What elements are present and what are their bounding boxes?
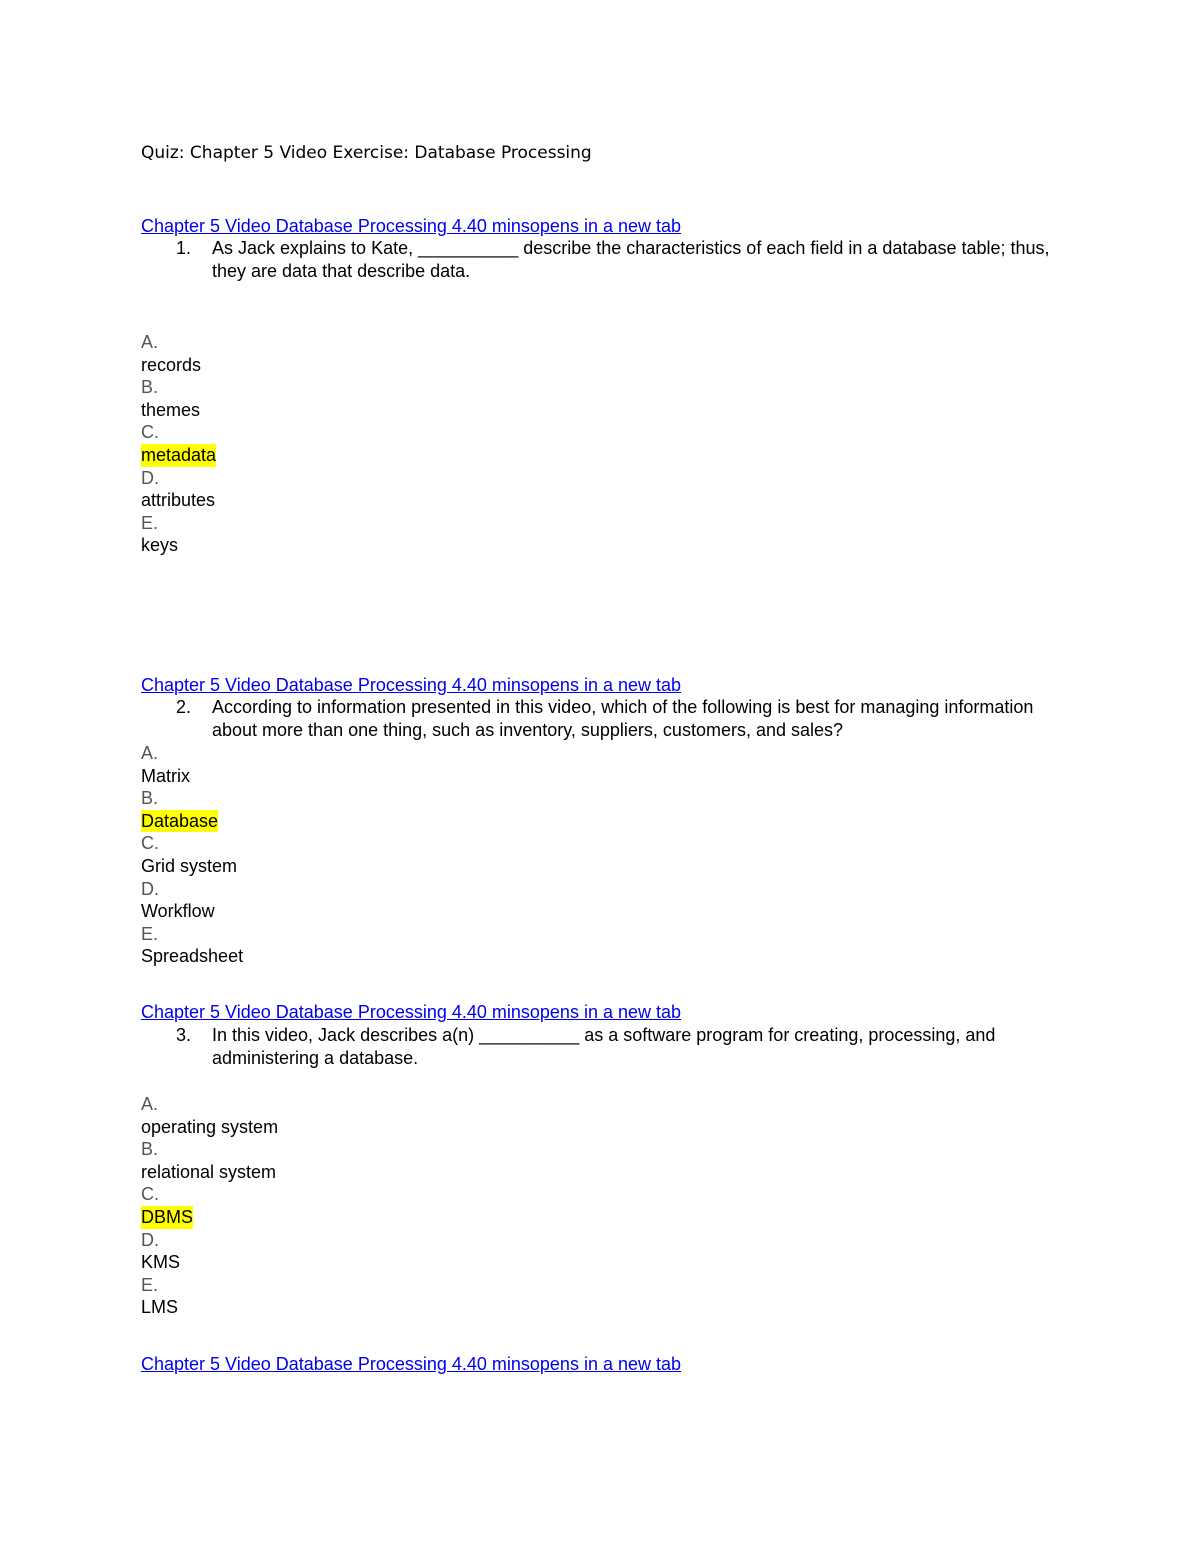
option-letter: A. (141, 1094, 159, 1114)
option-text: Spreadsheet (141, 946, 244, 967)
option-text: Matrix (141, 765, 190, 786)
option-text: themes (141, 399, 201, 420)
option-letter: A. (141, 743, 159, 763)
option-text: records (141, 354, 202, 375)
options-question-1 (141, 331, 216, 557)
question-number: 2. (176, 697, 192, 717)
question-number: 3. (176, 1025, 192, 1045)
option-letter: B. (141, 377, 159, 398)
option-letter: E. (141, 923, 159, 944)
question-number: 1. (176, 238, 192, 258)
option-text: keys (141, 535, 179, 556)
question-text: According to information presented in this video, which of the following is best for managing information about more than one thing, such as inventory, suppliers, customers, and sales? (212, 697, 1034, 740)
option-letter: B. (141, 1139, 159, 1160)
option-letter: C. (141, 833, 159, 854)
video-link-3[interactable]: Chapter 5 Video Database Processing 4.40 minsopens in a new tab (141, 1002, 682, 1022)
option-text: KMS (141, 1252, 181, 1273)
option-letter: A. (141, 332, 159, 352)
options-question-3 (141, 1093, 278, 1319)
option-text: Workflow (141, 901, 215, 922)
option-letter: E. (141, 512, 159, 533)
option-text: Grid system (141, 855, 238, 876)
question-3 (141, 1024, 1081, 1070)
video-link-4[interactable]: Chapter 5 Video Database Processing 4.40 minsopens in a new tab (141, 1354, 682, 1374)
options-question-2 (141, 742, 243, 968)
video-link-2[interactable]: Chapter 5 Video Database Processing 4.40 minsopens in a new tab (141, 675, 682, 695)
option-text: operating system (141, 1116, 279, 1137)
option-letter: C. (141, 1184, 159, 1205)
video-link-1[interactable]: Chapter 5 Video Database Processing 4.40 minsopens in a new tab (141, 216, 682, 236)
page-title: Quiz: Chapter 5 Video Exercise: Database Processing (141, 143, 592, 163)
option-text: relational system (141, 1161, 277, 1182)
question-text: In this video, Jack describes a(n) __________ as a software program for creating, processing, and administering a database. (212, 1025, 996, 1068)
option-letter: D. (141, 878, 159, 899)
option-text: LMS (141, 1297, 179, 1318)
option-letter: E. (141, 1274, 159, 1295)
option-letter: C. (141, 422, 159, 443)
question-1 (141, 237, 1081, 283)
option-letter: D. (141, 467, 159, 488)
option-text-highlighted: DBMS (141, 1206, 194, 1227)
option-text-highlighted: Database (141, 810, 219, 831)
option-text: attributes (141, 490, 216, 511)
option-letter: B. (141, 788, 159, 809)
option-text-highlighted: metadata (141, 444, 217, 465)
option-letter: D. (141, 1229, 159, 1250)
question-text: As Jack explains to Kate, __________ describe the characteristics of each field in a database table; thus, they are data that describe data. (212, 238, 1050, 281)
question-2 (141, 696, 1081, 742)
